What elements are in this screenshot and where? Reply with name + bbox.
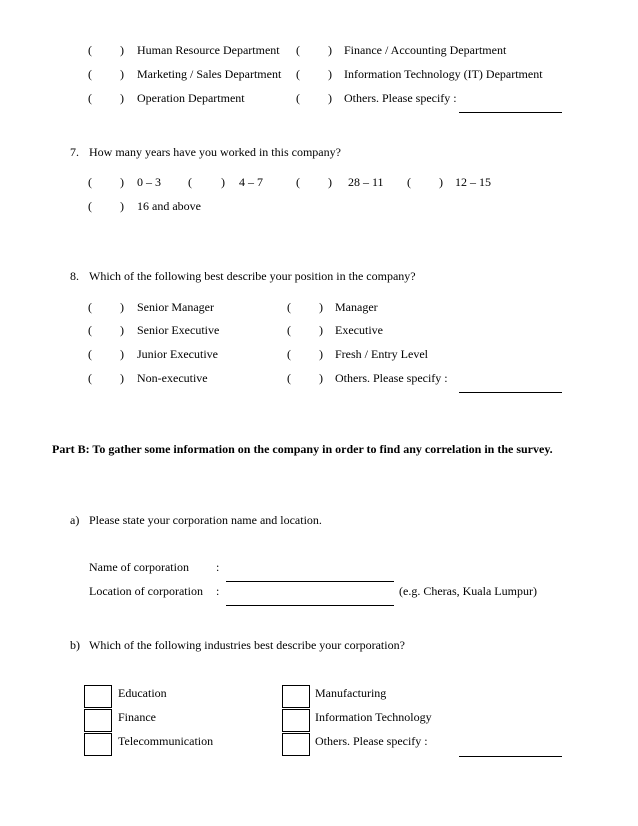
option-checkbox-close[interactable]: ) bbox=[439, 175, 443, 189]
option-checkbox-open[interactable]: ( bbox=[88, 175, 92, 189]
option-checkbox-open[interactable]: ( bbox=[287, 323, 291, 337]
specify-line[interactable] bbox=[459, 756, 562, 757]
option-label: Senior Manager bbox=[137, 300, 214, 314]
option-checkbox-open[interactable]: ( bbox=[88, 300, 92, 314]
option-label: 16 and above bbox=[137, 199, 201, 213]
question-number: b) bbox=[70, 638, 80, 652]
option-checkbox-close[interactable]: ) bbox=[120, 199, 124, 213]
industry-checkbox[interactable] bbox=[282, 709, 310, 732]
option-checkbox-close[interactable]: ) bbox=[120, 175, 124, 189]
option-checkbox-close[interactable]: ) bbox=[120, 323, 124, 337]
industry-label: Others. Please specify : bbox=[315, 734, 428, 748]
option-checkbox-open[interactable]: ( bbox=[88, 371, 92, 385]
option-label: 0 – 3 bbox=[137, 175, 161, 189]
corporation-name-field[interactable] bbox=[226, 581, 394, 582]
industry-label: Manufacturing bbox=[315, 686, 387, 700]
industry-checkbox[interactable] bbox=[84, 709, 112, 732]
colon: : bbox=[216, 584, 220, 598]
location-example: (e.g. Cheras, Kuala Lumpur) bbox=[399, 584, 537, 598]
option-checkbox-close[interactable]: ) bbox=[120, 67, 124, 81]
industry-checkbox[interactable] bbox=[84, 685, 112, 708]
option-checkbox-close[interactable]: ) bbox=[319, 300, 323, 314]
industry-label: Finance bbox=[118, 710, 156, 724]
question-number: a) bbox=[70, 513, 80, 527]
option-checkbox-open[interactable]: ( bbox=[287, 371, 291, 385]
option-checkbox-open[interactable]: ( bbox=[287, 347, 291, 361]
colon: : bbox=[216, 560, 220, 574]
option-checkbox-close[interactable]: ) bbox=[328, 175, 332, 189]
option-checkbox-close[interactable]: ) bbox=[328, 43, 332, 57]
option-label: Executive bbox=[335, 323, 383, 337]
option-checkbox-close[interactable]: ) bbox=[319, 347, 323, 361]
option-label: Operation Department bbox=[137, 91, 245, 105]
option-label: Non-executive bbox=[137, 371, 208, 385]
question-text: Which of the following best describe your position in the company? bbox=[89, 269, 416, 283]
option-checkbox-open[interactable]: ( bbox=[188, 175, 192, 189]
option-checkbox-open[interactable]: ( bbox=[88, 91, 92, 105]
question-text: Which of the following industries best describe your corporation? bbox=[89, 638, 405, 652]
option-label: Senior Executive bbox=[137, 323, 220, 337]
question-text: How many years have you worked in this company? bbox=[89, 145, 341, 159]
option-checkbox-open[interactable]: ( bbox=[88, 67, 92, 81]
section-heading-part-b: Part B: To gather some information on the company in order to find any correlation in the survey. bbox=[52, 442, 553, 456]
question-number: 8. bbox=[70, 269, 79, 283]
specify-line[interactable] bbox=[459, 392, 562, 393]
option-label: Manager bbox=[335, 300, 378, 314]
option-label: Finance / Accounting Department bbox=[344, 43, 507, 57]
question-text: Please state your corporation name and location. bbox=[89, 513, 322, 527]
option-checkbox-open[interactable]: ( bbox=[296, 67, 300, 81]
option-checkbox-open[interactable]: ( bbox=[296, 175, 300, 189]
option-label: Others. Please specify : bbox=[344, 91, 457, 105]
option-label: Junior Executive bbox=[137, 347, 218, 361]
option-checkbox-open[interactable]: ( bbox=[88, 347, 92, 361]
option-label: 4 – 7 bbox=[239, 175, 263, 189]
option-checkbox-close[interactable]: ) bbox=[319, 323, 323, 337]
option-label: Marketing / Sales Department bbox=[137, 67, 282, 81]
option-checkbox-close[interactable]: ) bbox=[120, 91, 124, 105]
option-checkbox-open[interactable]: ( bbox=[407, 175, 411, 189]
option-checkbox-open[interactable]: ( bbox=[296, 43, 300, 57]
industry-checkbox[interactable] bbox=[282, 685, 310, 708]
option-checkbox-close[interactable]: ) bbox=[319, 371, 323, 385]
option-label: Others. Please specify : bbox=[335, 371, 448, 385]
option-checkbox-close[interactable]: ) bbox=[221, 175, 225, 189]
option-label: Information Technology (IT) Department bbox=[344, 67, 543, 81]
option-label: 12 – 15 bbox=[455, 175, 491, 189]
option-checkbox-close[interactable]: ) bbox=[120, 371, 124, 385]
option-checkbox-close[interactable]: ) bbox=[120, 347, 124, 361]
option-checkbox-open[interactable]: ( bbox=[88, 323, 92, 337]
option-label: Fresh / Entry Level bbox=[335, 347, 428, 361]
option-checkbox-close[interactable]: ) bbox=[120, 43, 124, 57]
industry-label: Information Technology bbox=[315, 710, 432, 724]
option-checkbox-open[interactable]: ( bbox=[287, 300, 291, 314]
corporation-location-field[interactable] bbox=[226, 605, 394, 606]
industry-checkbox[interactable] bbox=[282, 733, 310, 756]
industry-label: Telecommunication bbox=[118, 734, 214, 748]
industry-checkbox[interactable] bbox=[84, 733, 112, 756]
name-label: Name of corporation bbox=[89, 560, 189, 574]
specify-line[interactable] bbox=[459, 112, 562, 113]
option-checkbox-open[interactable]: ( bbox=[88, 43, 92, 57]
option-checkbox-close[interactable]: ) bbox=[120, 300, 124, 314]
option-checkbox-close[interactable]: ) bbox=[328, 91, 332, 105]
option-checkbox-close[interactable]: ) bbox=[328, 67, 332, 81]
location-label: Location of corporation bbox=[89, 584, 203, 598]
option-checkbox-open[interactable]: ( bbox=[296, 91, 300, 105]
option-checkbox-open[interactable]: ( bbox=[88, 199, 92, 213]
option-label: 28 – 11 bbox=[348, 175, 384, 189]
option-label: Human Resource Department bbox=[137, 43, 280, 57]
question-number: 7. bbox=[70, 145, 79, 159]
industry-label: Education bbox=[118, 686, 167, 700]
